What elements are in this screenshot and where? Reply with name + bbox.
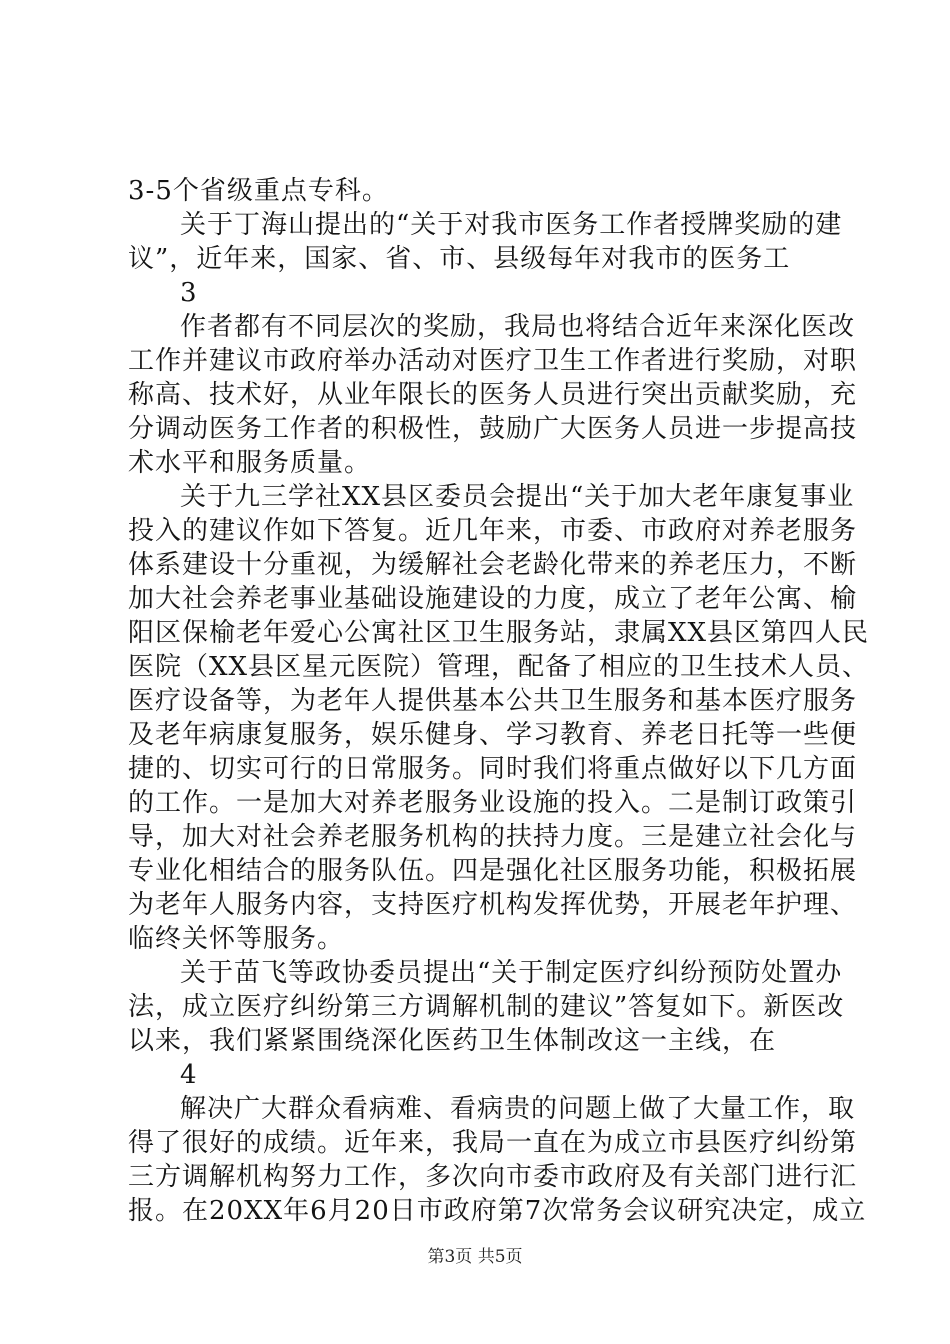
- text-line: 导，加大对社会养老服务机构的扶持力度。三是建立社会化与: [128, 822, 858, 852]
- text-line: 专业化相结合的服务队伍。四是强化社区服务功能，积极拓展: [128, 856, 858, 886]
- paragraph-start: 关于九三学社XX县区委员会提出“关于加大老年康复事业: [180, 482, 855, 512]
- text-line: 工作并建议市政府举办活动对医疗卫生工作者进行奖励，对职: [128, 346, 858, 376]
- text-line: 称高、技术好，从业年限长的医务人员进行突出贡献奖励，充: [128, 380, 858, 410]
- text-line: 法，成立医疗纠纷第三方调解机制的建议”答复如下。新医改: [128, 992, 845, 1022]
- text-line: 的工作。一是加大对养老服务业设施的投入。二是制订政策引: [128, 788, 858, 818]
- text-line: 议”，近年来，国家、省、市、县级每年对我市的医务工: [128, 244, 791, 274]
- text-line: 三方调解机构努力工作，多次向市委市政府及有关部门进行汇: [128, 1162, 858, 1192]
- text-line: 捷的、切实可行的日常服务。同时我们将重点做好以下几方面: [128, 754, 858, 784]
- text-line: 分调动医务工作者的积极性，鼓励广大医务人员进一步提高技: [128, 414, 858, 444]
- text-line: 得了很好的成绩。近年来，我局一直在为成立市县医疗纠纷第: [128, 1128, 858, 1158]
- text-line: 术水平和服务质量。: [128, 448, 372, 478]
- paragraph-start: 关于苗飞等政协委员提出“关于制定医疗纠纷预防处置办: [180, 958, 843, 988]
- text-line: 为老年人服务内容，支持医疗机构发挥优势，开展老年护理、: [128, 890, 858, 920]
- text-line: 体系建设十分重视，为缓解社会老龄化带来的养老压力，不断: [128, 550, 858, 580]
- page-footer: 第3页 共5页: [427, 1247, 523, 1267]
- inline-page-number: 4: [180, 1060, 198, 1090]
- paragraph-start: 解决广大群众看病难、看病贵的问题上做了大量工作，取: [180, 1094, 856, 1124]
- inline-page-number: 3: [180, 278, 198, 308]
- paragraph-start: 作者都有不同层次的奖励，我局也将结合近年来深化医改: [180, 312, 856, 342]
- text-line: 投入的建议作如下答复。近几年来，市委、市政府对养老服务: [128, 516, 858, 546]
- text-line: 临终关怀等服务。: [128, 924, 345, 954]
- paragraph-start: 关于丁海山提出的“关于对我市医务工作者授牌奖励的建: [180, 210, 843, 240]
- text-line: 以来，我们紧紧围绕深化医药卫生体制改这一主线，在: [128, 1026, 777, 1056]
- text-line: 阳区保榆老年爱心公寓社区卫生服务站，隶属XX县区第四人民: [128, 618, 870, 648]
- text-line: 3-5个省级重点专科。: [128, 176, 389, 206]
- text-line: 医疗设备等，为老年人提供基本公共卫生服务和基本医疗服务: [128, 686, 858, 716]
- text-line: 医院（XX县区星元医院）管理，配备了相应的卫生技术人员、: [128, 652, 870, 682]
- text-line: 报。在20XX年6月20日市政府第7次常务会议研究决定，成立: [128, 1196, 867, 1226]
- text-line: 及老年病康复服务，娱乐健身、学习教育、养老日托等一些便: [128, 720, 858, 750]
- text-line: 加大社会养老事业基础设施建设的力度，成立了老年公寓、榆: [128, 584, 858, 614]
